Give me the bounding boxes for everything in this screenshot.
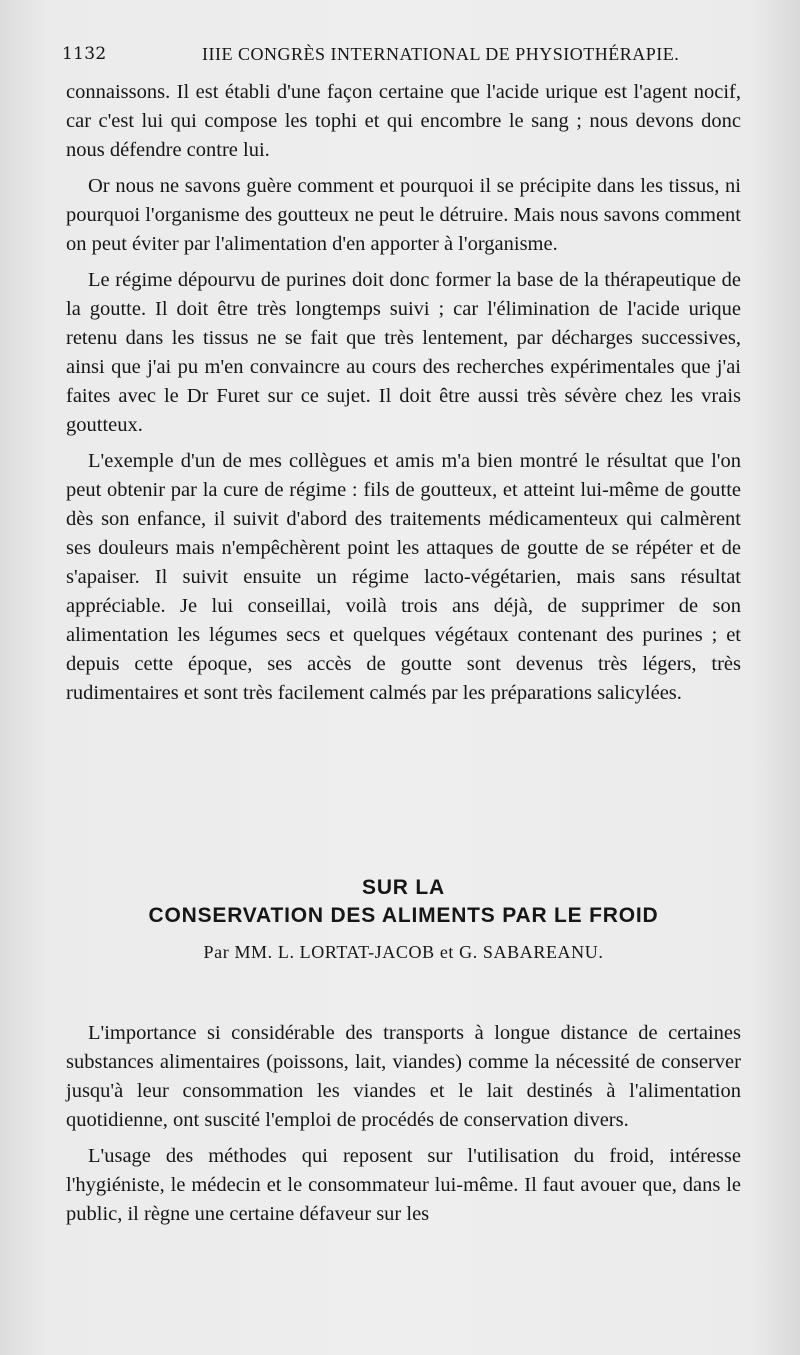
paragraph: L'exemple d'un de mes collègues et amis m'a bien montré le résultat que l'on peut obtenir par la cure de régime : fils de goutteux, et atteint lui-même de goutte dès son enfance, il suivit d'abord des traitements médicamenteux qui calmèrent ses douleurs mais n'empêchèrent point les attaques de goutte de se répéter et de s'apaiser. Il suivit ensuite un régime lacto-végétarien, mais sans résultat appréciable. Je lui conseillai, voilà trois ans déjà, de supprimer de son alimentation les légumes secs et quelques végétaux contenant des purines ; et depuis cette époque, ses accès de goutte sont devenus très légers, très rudimentaires et sont très facilement calmés par les préparations salicylées. [66,450,741,704]
paragraph: L'usage des méthodes qui reposent sur l'utilisation du froid, intéresse l'hygiéniste, le médecin et le consommateur lui-même. Il faut avouer que, dans le public, il règne une certaine défaveur sur les [66,1145,741,1225]
paragraph: Or nous ne savons guère comment et pourquoi il se précipite dans les tissus, ni pourquoi l'organisme des goutteux ne peut le détruire. Mais nous savons comment on peut éviter par l'alimentation d'en apporter à l'organisme. [66,175,741,255]
author-name: G. SABAREANU. [459,942,604,962]
byline-conjunction: et [439,942,455,962]
author-name: L. LORTAT-JACOB [277,942,435,962]
article-title-line-2: CONSERVATION DES ALIMENTS PAR LE FROID [148,904,659,927]
page-number: 1132 [62,44,107,64]
paragraph: connaissons. Il est établi d'une façon certaine que l'acide urique est l'agent nocif, car c'est lui qui compose les tophi et qui encombre le sang ; nous devons donc nous défendre contre lui. [66,81,741,161]
article-body [66,1019,741,1236]
byline-prefix: Par MM. [203,942,273,962]
section-continuation [66,78,741,715]
paragraph: Le régime dépourvu de purines doit donc former la base de la thérapeutique de la goutte. Il doit être très longtemps suivi ; car l'élimination de l'acide urique retenu dans les tissus ne se fait que très lentement, par décharges successives, ainsi que j'ai pu m'en convaincre au cours des recherches expérimentales que j'ai faites avec le Dr Furet sur ce sujet. Il doit être aussi très sévère chez les vrais goutteux. [66,269,741,436]
running-title: IIIE CONGRÈS INTERNATIONAL DE PHYSIOTHÉRAPIE. [202,44,680,64]
article-title-line-1: SUR LA [362,876,445,899]
paragraph: L'importance si considérable des transports à longue distance de certaines substances alimentaires (poissons, lait, viandes) comme la nécessité de conserver jusqu'à leur consommation les viandes et le lait destinés à l'alimentation quotidienne, ont suscité l'emploi de procédés de conservation divers. [66,1022,741,1131]
byline [66,942,741,963]
